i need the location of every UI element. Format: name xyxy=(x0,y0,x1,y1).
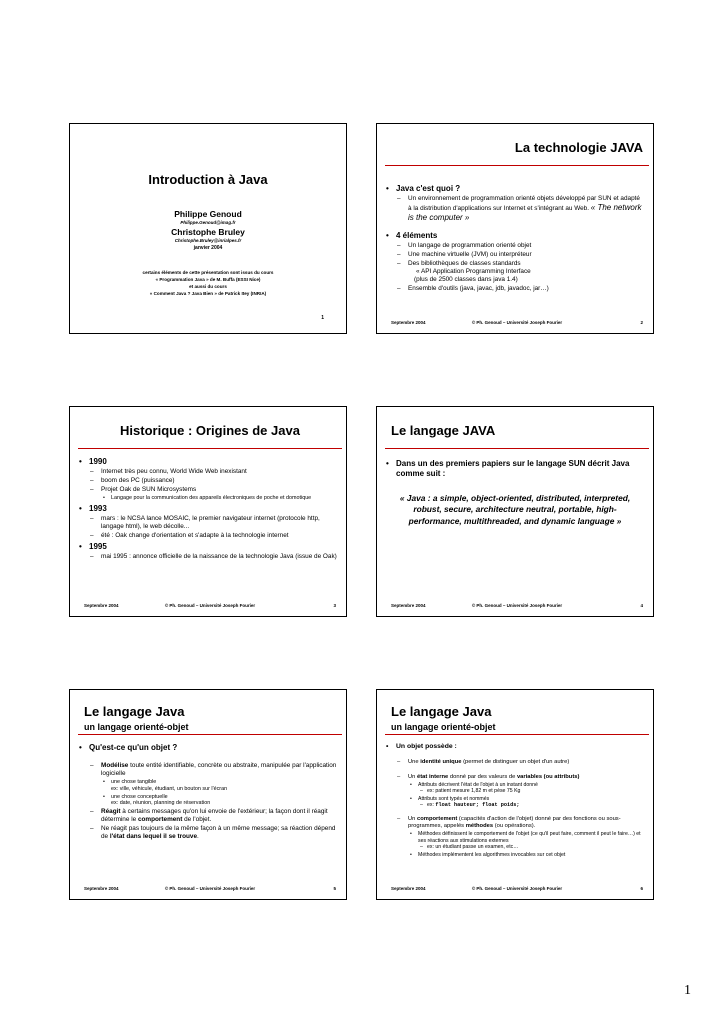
footer-date: Septembre 2004 xyxy=(391,603,426,608)
slide-number: 5 xyxy=(333,886,336,891)
sub-sub-bullet xyxy=(385,831,645,844)
bold-term: l'état dans lequel il se trouve xyxy=(109,833,198,840)
sub-bullet-text: Un langage de programmation orienté objet xyxy=(408,242,532,249)
credit-line: « Comment Java ? Java Bien » de Patrick Itey (INRIA) xyxy=(149,291,267,297)
bullet-text: Dans un des premiers papiers sur le langage SUN décrit Java comme suit : xyxy=(396,459,630,478)
bullet-text: 1993 xyxy=(89,503,107,513)
sub-bullet xyxy=(78,486,338,494)
sub-bullet-text: Projet Oak de SUN Microsystems xyxy=(101,486,197,493)
sub-sub-bullet-text: Langage pour la communication des appareils électroniques de poche et domotique xyxy=(111,495,312,501)
sub-bullet xyxy=(385,251,645,259)
author-2: Christophe Bruley xyxy=(171,227,245,237)
sub-sub-bullet-text: Méthodes définissent le comportement de l'objet (ce qu'il peut faire, comment il peut le faire…) et ses réactions aux stimulations externes xyxy=(418,831,641,844)
slide-4-body xyxy=(385,457,645,527)
slide-2 xyxy=(376,123,654,334)
sub-bullet-text: (capacités d'action de l'objet) donné par des fonctions ou sous-programmes, appelés xyxy=(408,815,621,830)
bullet-text: Java c'est quoi ? xyxy=(396,184,461,193)
sub-sub-bullet-text: une chose conceptuelle xyxy=(111,793,168,800)
sub-sub-bullet xyxy=(78,779,338,793)
credits xyxy=(70,269,346,297)
slide-6 xyxy=(376,689,654,900)
sub-bullet xyxy=(78,468,338,476)
sub-bullet-text: de l'objet. xyxy=(182,816,212,823)
example-bullet xyxy=(385,844,645,851)
bold-term: méthodes xyxy=(465,823,494,830)
credit-line: « Programmation Java » de M. Buffa (ESSI Nice) xyxy=(155,277,261,283)
author-2-email: Christophe.Bruley@inrialpes.fr xyxy=(174,238,242,243)
footer-copyright: © Ph. Genoud – Université Joseph Fourier xyxy=(471,886,563,891)
bold-term: comportement xyxy=(417,815,458,822)
footer-copyright: © Ph. Genoud – Université Joseph Fourier xyxy=(471,320,563,325)
sub-sub-bullet xyxy=(78,495,338,502)
title-rule xyxy=(385,165,649,166)
sub-text: « API Application Programming Interface xyxy=(416,268,531,275)
sub-sub-bullet-text: Attributs décrivent l'état de l'objet à un instant donné xyxy=(418,781,538,788)
bold-term: identité unique xyxy=(420,759,462,766)
sub-bullet-text: Ne réagit pas toujours de la même façon à un même message; sa réaction dépend de xyxy=(101,825,336,840)
sub-bullet-text: (ou opérations). xyxy=(493,823,536,830)
sub-bullet-text: toute entité identifiable, concrète ou abstraite, manipulée par l'application logicielle xyxy=(101,762,337,777)
slide-5-title: Le langage Java xyxy=(84,704,185,719)
bullet xyxy=(385,184,645,194)
slide-1-title: Introduction à Java xyxy=(148,172,268,187)
slide-5-subtitle: un langage orienté-objet xyxy=(84,722,189,732)
slide-4 xyxy=(376,406,654,617)
example-bullet xyxy=(385,802,645,809)
sub-bullet xyxy=(385,774,645,781)
date: janvier 2004 xyxy=(193,245,223,251)
footer-date: Septembre 2004 xyxy=(84,886,119,891)
bullet-text: 1990 xyxy=(89,457,107,466)
sub-bullet xyxy=(78,477,338,485)
bullet xyxy=(78,504,338,514)
footer-date: Septembre 2004 xyxy=(84,603,119,608)
sub-bullet-text: Une machine virtuelle (JVM) ou interpréteur xyxy=(408,251,532,258)
bullet xyxy=(78,542,338,552)
title-rule xyxy=(385,448,649,449)
sub-bullet xyxy=(385,816,645,830)
sub-bullet-text: été : Oak change d'orientation et s'adapte à la technologie internet xyxy=(101,531,289,539)
sub-bullet xyxy=(78,553,338,561)
sub-bullet-text: donné par des valeurs de xyxy=(448,773,517,780)
bullet xyxy=(78,457,338,467)
bullet xyxy=(78,743,338,753)
sub-bullet-text: Un environnement de programmation orienté objets développé par SUN et adapté à la distribution d'applications sur Internet et s'intégrant au Web. xyxy=(408,195,640,212)
slide-number: 4 xyxy=(640,603,643,608)
sub-bullet xyxy=(385,759,645,766)
sub-bullet xyxy=(385,285,645,293)
example-text: ex: date, réunion, planning de réservation xyxy=(111,800,211,807)
sub-bullet xyxy=(385,260,645,284)
example-text: ex: xyxy=(427,802,436,809)
sub-bullet-text: à certains messages qu'on lui envoie de l'extérieur; la façon dont il réagit détermine le xyxy=(101,808,328,823)
sub-bullet-text: . xyxy=(197,833,199,840)
footer-copyright: © Ph. Genoud – Université Joseph Fourier xyxy=(164,886,256,891)
bullet-text: 1995 xyxy=(89,541,107,551)
slide-number: 1 xyxy=(321,315,324,321)
sub-bullet xyxy=(78,825,338,841)
sub-bullet-text: mars : le NCSA lance MOSAIC, le premier navigateur internet (protocole http, langage html), le web décolle... xyxy=(101,514,320,530)
java-definition-quote: « Java : a simple, object-oriented, distributed, interpreted, robust, secure, architecture neutral, portable, high-performance, multithreaded, and dynamic language » xyxy=(399,493,631,526)
sub-sub-bullet xyxy=(78,794,338,808)
sub-bullet-text: Un xyxy=(408,815,418,822)
bold-term: Modélise xyxy=(101,762,129,769)
footer-date: Septembre 2004 xyxy=(391,886,426,891)
sub-bullet xyxy=(385,242,645,250)
example-bullet xyxy=(385,788,645,795)
sub-sub-bullet-text: Attributs sont typés et nommés xyxy=(418,795,490,802)
bold-term: variables (ou attributs) xyxy=(516,773,580,780)
slide-5-body xyxy=(78,741,338,841)
bold-term: état interne xyxy=(417,773,449,780)
sub-bullet-text: Une xyxy=(408,759,421,766)
slide-2-title: La technologie JAVA xyxy=(514,140,643,155)
bullet-text: 4 éléments xyxy=(396,231,438,240)
page-number: 1 xyxy=(684,983,691,998)
slide-5 xyxy=(69,689,347,900)
footer-copyright: © Ph. Genoud – Université Joseph Fourier xyxy=(471,603,563,608)
sub-bullet xyxy=(78,532,338,540)
sub-bullet xyxy=(78,515,338,531)
bullet xyxy=(385,231,645,241)
slide-3-body xyxy=(78,455,338,561)
slide-6-subtitle: un langage orienté-objet xyxy=(391,722,496,732)
slide-3 xyxy=(69,406,347,617)
slide-number: 2 xyxy=(640,320,643,325)
bullet-text: Qu'est-ce qu'un objet ? xyxy=(89,743,178,752)
footer-copyright: © Ph. Genoud – Université Joseph Fourier xyxy=(164,603,256,608)
sub-bullet-text: mai 1995 : annonce officielle de la naissance de la technologie Java (issue de Oak) xyxy=(101,552,337,560)
bullet xyxy=(385,743,645,751)
sub-bullet-text: Un xyxy=(408,773,418,780)
slide-6-body xyxy=(385,741,645,858)
bold-term: Réagit xyxy=(101,808,121,815)
title-rule xyxy=(78,734,342,735)
sub-sub-bullet-text: une chose tangible xyxy=(111,779,157,785)
quote: « The network is the computer » xyxy=(408,203,642,222)
sub-bullet-text: Des bibliothèques de classes standards xyxy=(408,260,521,267)
example-text: ex: patient mesure 1,82 m et pèse 75 Kg xyxy=(427,788,521,795)
credit-line: certains éléments de cette présentation sont issus du cours xyxy=(142,270,274,275)
author-1-email: Philippe.Genoud@imag.fr xyxy=(180,220,236,225)
slide-3-title: Historique : Origines de Java xyxy=(120,423,300,438)
slide-number: 3 xyxy=(333,603,336,608)
sub-bullet-text: (permet de distinguer un objet d'un autre) xyxy=(461,759,570,766)
author-block xyxy=(70,209,346,251)
slide-6-title: Le langage Java xyxy=(391,704,492,719)
sub-bullet xyxy=(78,762,338,778)
slide-4-title: Le langage JAVA xyxy=(391,423,496,438)
bullet-text: Un objet possède : xyxy=(396,743,457,750)
slide-2-body xyxy=(385,182,645,293)
sub-bullet-text: Ensemble d'outils (java, javac, jdb, javadoc, jar…) xyxy=(408,285,549,292)
title-rule xyxy=(78,448,342,449)
example-text: ex: ville, véhicule, étudiant, un bouton sur l'écran xyxy=(111,785,228,792)
author-1: Philippe Genoud xyxy=(174,209,242,219)
slide-number: 6 xyxy=(640,886,643,891)
slide-1 xyxy=(69,123,347,334)
sub-bullet-text: Internet très peu connu, World Wide Web inexistant xyxy=(101,468,247,475)
example-text: ex: un étudiant passe un examen, etc… xyxy=(427,844,519,851)
bold-term: comportement xyxy=(137,816,183,823)
bullet xyxy=(385,459,645,479)
sub-bullet xyxy=(78,808,338,824)
sub-bullet-text: boom des PC (puissance) xyxy=(101,477,175,484)
sub-sub-bullet xyxy=(385,852,645,859)
credit-line: et aussi du cours xyxy=(189,284,227,290)
sub-bullet xyxy=(385,195,645,223)
sub-sub-bullet-text: Méthodes implémentent les algorithmes invocables sur cet objet xyxy=(418,851,566,858)
footer-date: Septembre 2004 xyxy=(391,320,426,325)
code-text: float hauteur; float poids; xyxy=(435,802,520,809)
sub-text: (plus de 2500 classes dans java 1.4) xyxy=(414,276,518,283)
title-rule xyxy=(385,734,649,735)
